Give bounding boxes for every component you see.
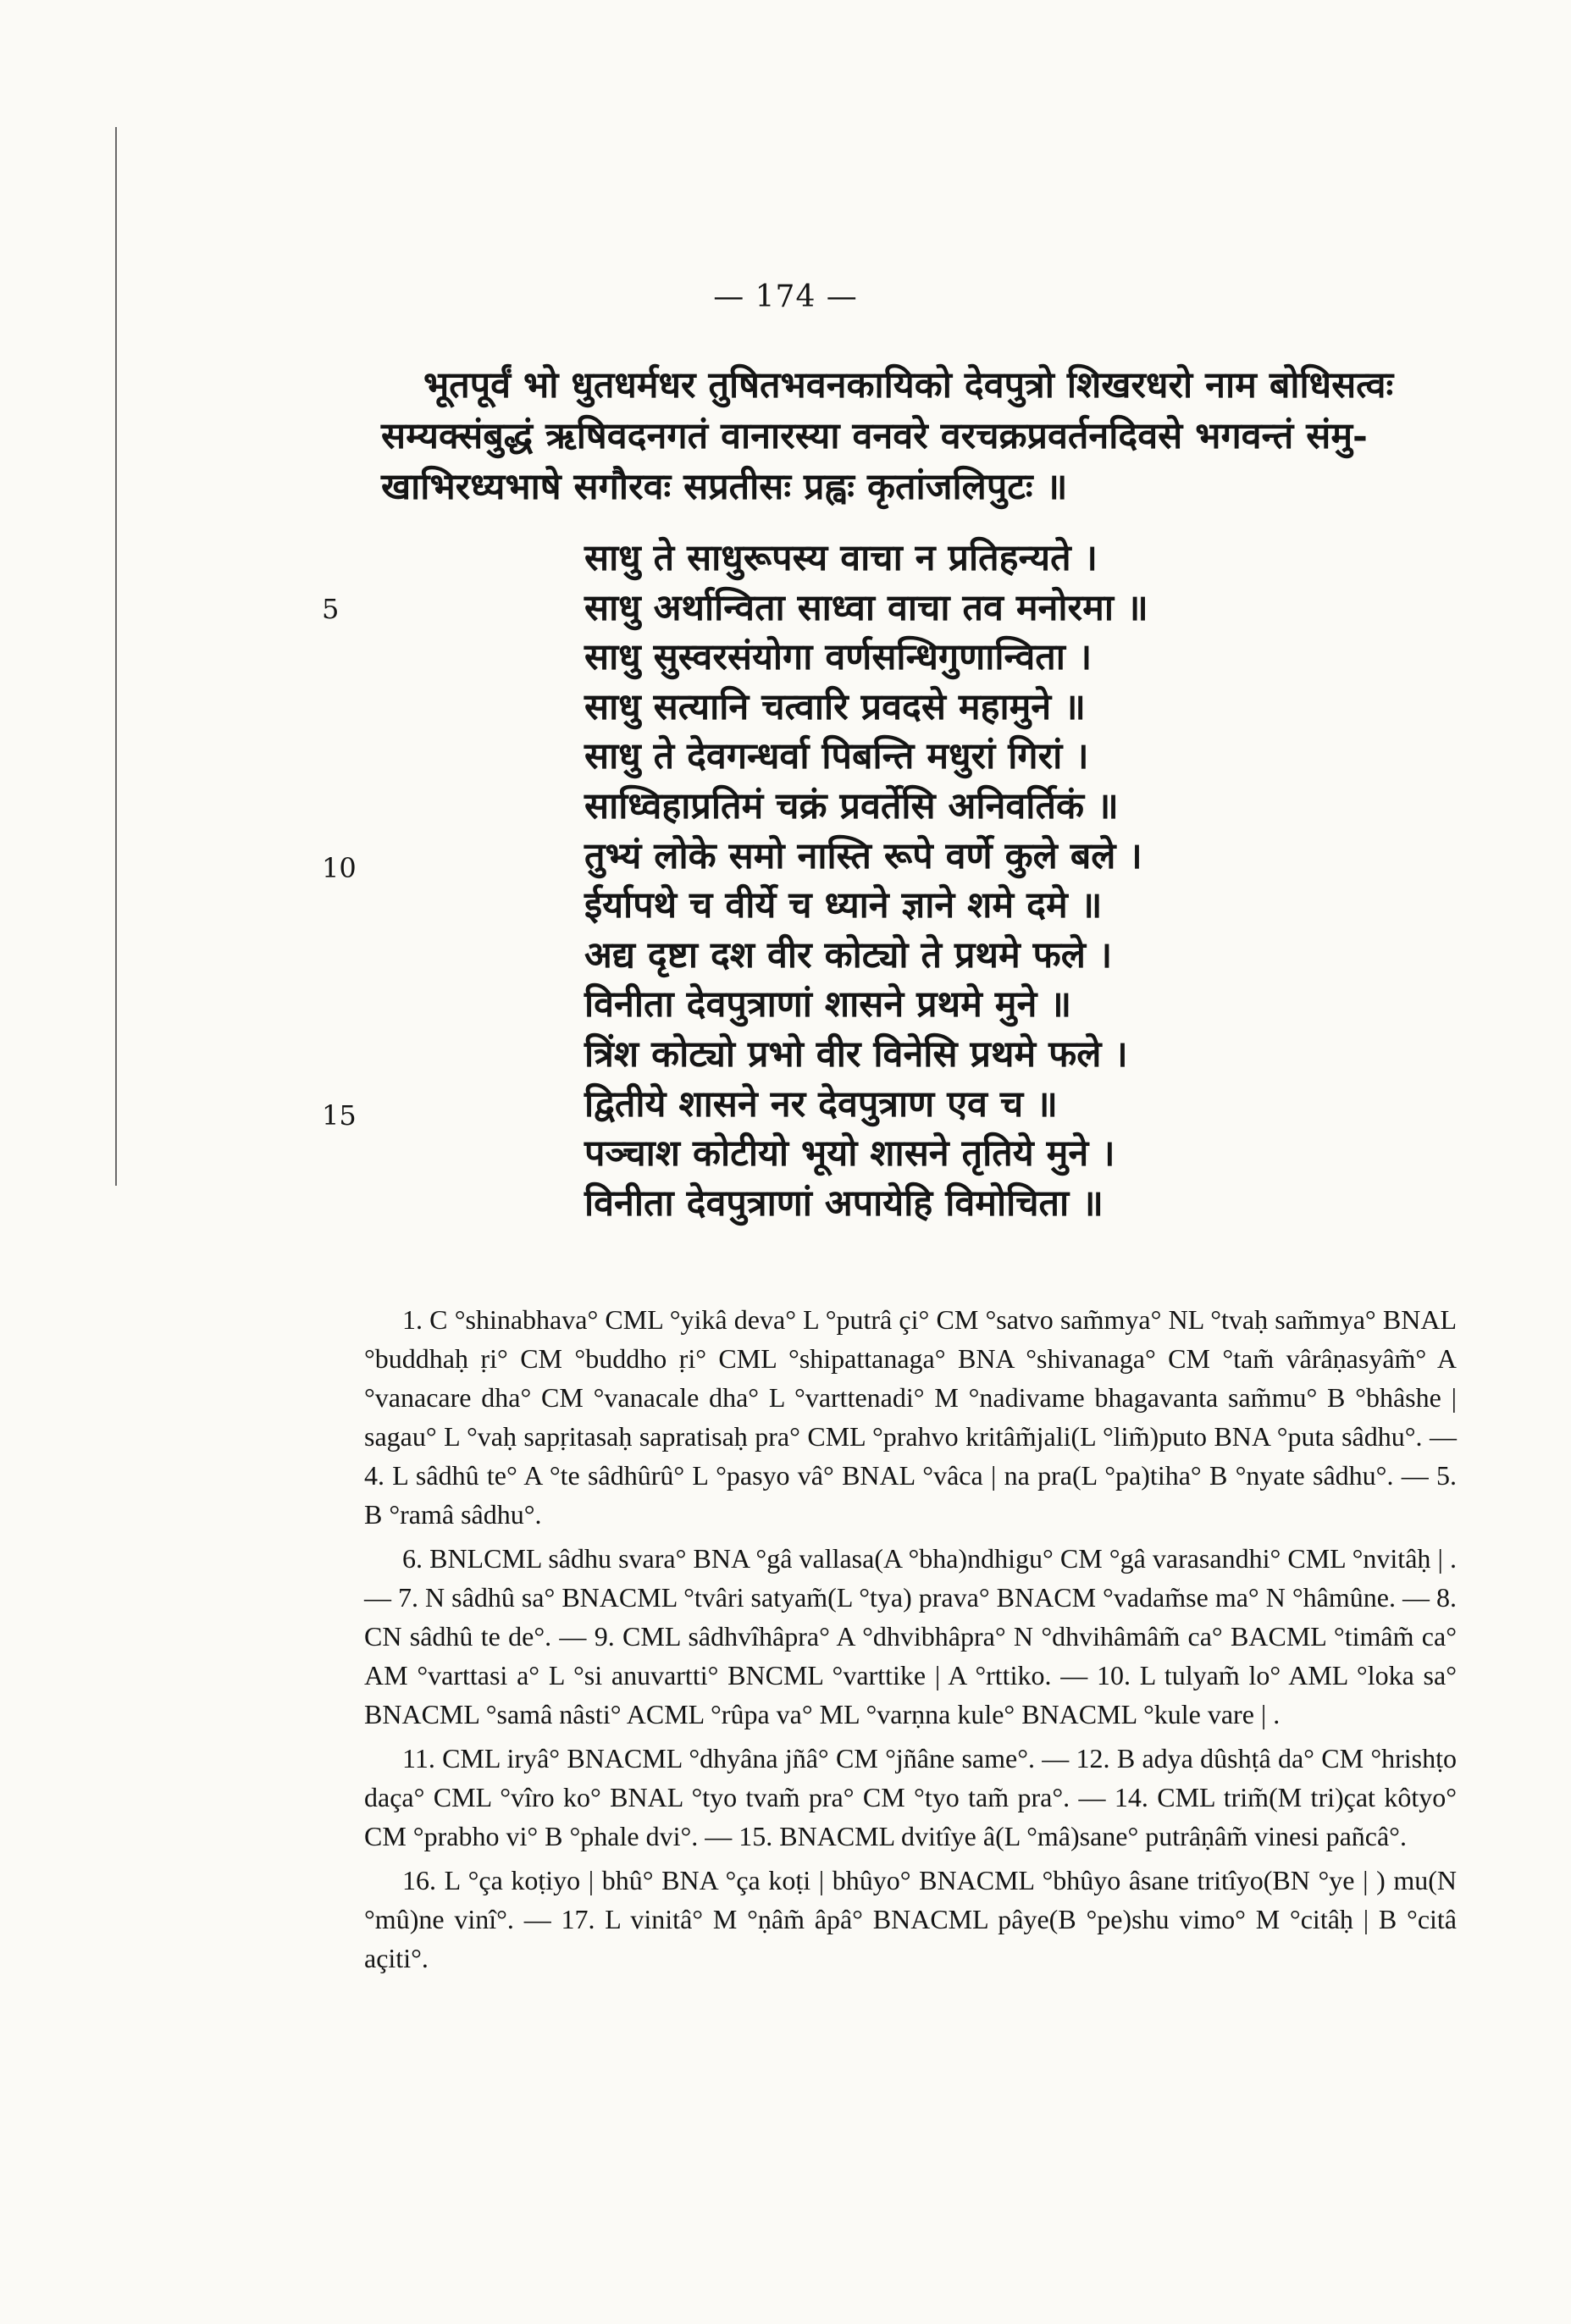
verse-line: द्वितीये शासने नर देवपुत्राण एव च ॥	[584, 1082, 1058, 1126]
page-number: — 174 —	[713, 279, 858, 314]
verse-line: साधु अर्थान्विता साध्वा वाचा तव मनोरमा ॥	[584, 586, 1148, 629]
footnote-paragraph: 11. CML iryâ° BNACML °dhyâna jñâ° CM °jñâne same°. — 12. B adya dûshṭâ da° CM °hrishṭo daça° CML °vîro ko° BNAL °tyo tvam̃ pra° CM °tyo tam̃ pra°. — 14. CML trim̃(M tri)çat kôtyo° CM °prabho vi° B °phale dvi°. — 15. BNACML dvitîye â(L °mâ)sane° putrâṇâm̃ vinesi pañcâ°.	[364, 1743, 1457, 1851]
verse-line: साधु सत्यानि चत्वारि प्रवदसे महामुने ॥	[584, 685, 1086, 728]
verse-line: ईर्यापथे च वीर्ये च ध्याने ज्ञाने शमे दमे ॥	[584, 884, 1103, 927]
verse-line: पञ्चाश कोटीयो भूयो शासने तृतिये मुने ।	[584, 1132, 1115, 1176]
verse-line: साध्विहाप्रतिमं चक्रं प्रवर्तेसि अनिवर्तिकं ॥	[584, 784, 1119, 827]
footnote-paragraph: 1. C °shinabhava° CML °yikâ deva° L °putrâ çi° CM °satvo sam̃mya° NL °tvaḥ sam̃mya° BNAL °buddhaḥ ṛi° CM °buddho ṛi° CML °shipattanaga° BNA °shivanaga° CM °tam̃ vârâṇasyâm̃° A °vanacare dha° CM °vanacale dha° L °varttenadi° M °nadivame bhagavanta sam̃mu° B °bhâshe | sagau° L °vaḥ sapṛitasaḥ sapratisaḥ pra° CML °prahvo kritâm̃jali(L °lim̃)puto BNA °puta sâdhu°. — 4. L sâdhû te° A °te sâdhûrû° L °pasyo vâ° BNAL °vâca | na pra(L °pa)tiha° B °nyate sâdhu°. — 5. B °ramâ sâdhu°.	[364, 1304, 1457, 1530]
intro-line: भूतपूर्वं भो धुतधर्मधर तुषितभवनकायिको देवपुत्रो शिखरधरो नाम बोधिसत्वः	[423, 364, 1394, 407]
verse-line: साधु ते देवगन्धर्वा पिबन्ति मधुरां गिरां ।	[584, 735, 1089, 778]
verse-block	[584, 534, 1148, 1228]
line-number: 10	[322, 852, 357, 884]
verse-line: विनीता देवपुत्राणां शासने प्रथमे मुने ॥	[584, 983, 1072, 1026]
verse-line: अद्य दृष्टा दश वीर कोट्यो ते प्रथमे फले ।	[584, 933, 1113, 977]
verse-line: विनीता देवपुत्राणां अपायेहि विमोचिता ॥	[584, 1181, 1104, 1225]
verse-line: साधु सुस्वरसंयोगा वर्णसन्धिगुणान्विता ।	[584, 636, 1093, 679]
intro-line: खाभिरध्यभाषे सगौरवः सप्रतीसः प्रह्वः कृतांजलिपुटः ॥	[381, 466, 1068, 508]
verse-line: साधु ते साधुरूपस्य वाचा न प्रतिहन्यते ।	[584, 537, 1098, 579]
verse-line: तुभ्यं लोके समो नास्ति रूपे वर्णे कुले बले ।	[584, 834, 1142, 877]
intro-prose	[381, 360, 1482, 512]
line-number: 15	[322, 1099, 357, 1132]
line-number: 5	[322, 593, 340, 625]
verse-line: त्रिंश कोट्यो प्रभो वीर विनेसि प्रथमे फले ।	[584, 1032, 1128, 1076]
footnote-paragraph: 16. L °ça koṭiyo | bhû° BNA °ça koṭi | bhûyo° BNACML °bhûyo âsane tritîyo(BN °ye | ) mu(N °mû)ne vinî°. — 17. L vinitâ° M °ṇâm̃ âpâ° BNACML pâye(B °pe)shu vimo° M °citâḥ | B °citâ açiti°.	[364, 1865, 1457, 1973]
critical-apparatus	[364, 1300, 1457, 1983]
intro-line: सम्यक्संबुद्धं ऋषिवदनगतं वानारस्या वनवरे वरचक्रप्रवर्तनदिवसे भगवन्तं संमु-	[381, 415, 1368, 457]
footnote-paragraph: 6. BNLCML sâdhu svara° BNA °gâ vallasa(A °bha)ndhigu° CM °gâ varasandhi° CML °nvitâḥ | . — 7. N sâdhû sa° BNACML °tvâri satyam̃(L °tya) prava° BNACM °vadam̃se ma° N °hâmûne. — 8. CN sâdhû te de°. — 9. CML sâdhvîhâpra° A °dhvibhâpra° N °dhvihâmâm̃ ca° BACML °timâm̃ ca° AM °varttasi a° L °si anuvartti° BNCML °varttike | A °rttiko. — 10. L tulyam̃ lo° AML °loka sa° BNACML °samâ nâsti° ACML °rûpa va° ML °varṇna kule° BNACML °kule vare | .	[364, 1543, 1457, 1729]
